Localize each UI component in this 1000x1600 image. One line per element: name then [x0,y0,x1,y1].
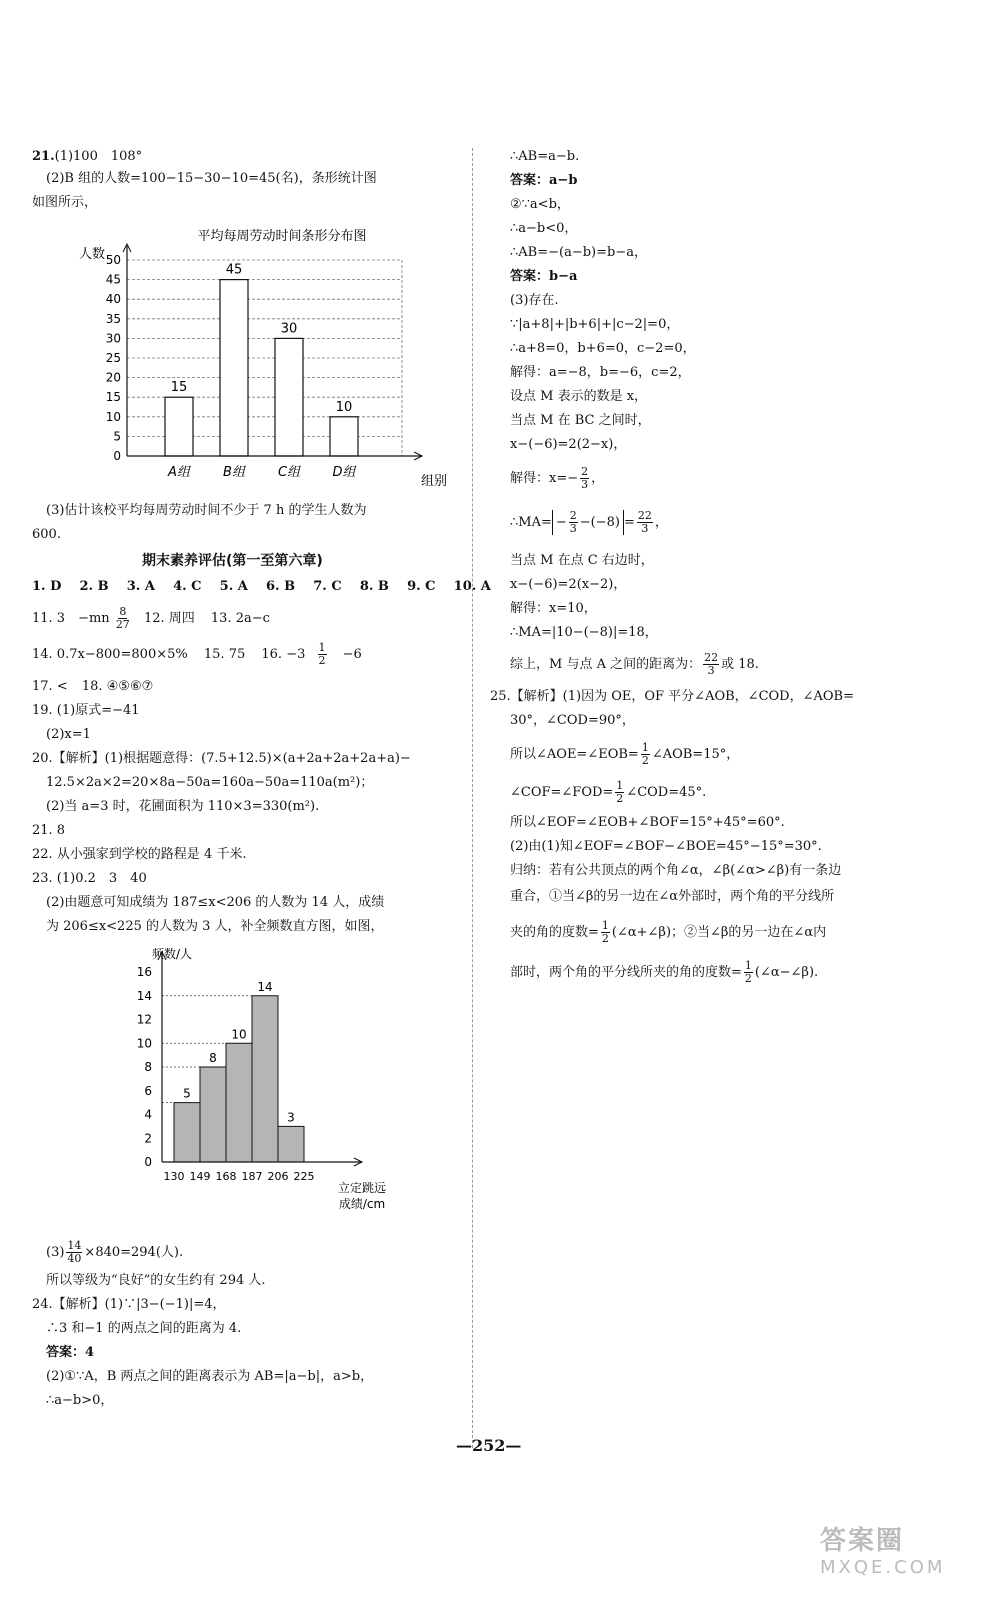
chart1-data-label: 10 [335,399,353,415]
chart2-bar [174,1103,200,1162]
r-line-18: 解得：x=10， [510,601,597,616]
ans-23-1: 23. (1)0.2 3 40 [32,871,147,886]
chart1-ytick: 15 [105,390,121,405]
ans-18: 18. ④⑤⑥⑦ [81,679,154,694]
r-line-4: ∴a−b<0， [510,221,578,236]
ans-19-1: 19. (1)原式=−41 [32,703,140,718]
chart2-bar [200,1067,226,1162]
chart2-data-label: 10 [231,1027,247,1042]
r-line-5: ∴AB=−(a−b)=b−a， [510,245,647,260]
r-line-19: ∴MA=|10−(−8)|=18， [510,625,658,640]
r-line-10: 解得：a=−8，b=−6，c=2， [510,365,691,380]
ans-24-line5: ∴a−b>0， [46,1393,114,1408]
chart2-bar [252,996,278,1162]
chart2-ytick: 8 [144,1060,152,1074]
chart1-category-label: D组 [332,465,356,480]
ans-24-answer: 答案：4 [46,1345,95,1360]
ans-23-3-line2: 所以等级为“良好”的女生约有 294 人. [46,1273,266,1288]
chart2-edge-label: 168 [215,1170,237,1183]
r-line-11: 设点 M 表示的数是 x， [510,389,648,404]
section-title: 期末素养评估(第一至第六章) [142,553,323,569]
r-line-20: 综上，M 与点 A 之间的距离为： $\frac{22}{3}$ 或 18. [510,651,759,677]
chart2-bar [226,1043,252,1162]
r-line-21: 25.【解析】(1)因为 OE，OF 平分∠AOB，∠COD，∠AOB= [490,689,854,704]
answers-row-4 [32,678,153,696]
chart2-ytick: 10 [136,1036,152,1051]
r-line-15: ∴MA= − $\frac{2}{3}$ −(−8) = $\frac{22}{3}$ ， [510,509,668,535]
q21-part2-line2: 如图所示， [32,195,98,210]
chart2-ytick: 12 [136,1012,152,1027]
r-line-30: 部时，两个角的平分线所夹的角的度数= $\frac{1}{2}$ (∠α−∠β). [510,959,819,985]
chart2-edge-label: 225 [293,1170,315,1183]
r-line-13: x−(−6)=2(2−x)， [510,437,627,452]
chart2-ytick: 6 [144,1083,152,1098]
r-line-12: 当点 M 在 BC 之间时， [510,413,651,428]
ans-14: 14. 0.7x−800=800×5% [32,647,188,662]
ans-24-line1: 24.【解析】(1)∵|3−(−1)|=4， [32,1297,226,1312]
chart2-ytick: 4 [144,1107,152,1122]
chart1-bar [330,417,358,456]
ans-23-3: (3) $\frac{14}{40}$ ×840=294(人). [46,1239,184,1265]
ans-4: 4. C [173,579,202,594]
ans-12: 12. 周四 [143,611,195,626]
chart2-data-label: 3 [287,1110,295,1125]
chart2-ytick: 16 [136,965,152,979]
r-line-3: ②∵a<b， [510,197,570,212]
ans-7: 7. C [313,579,342,594]
chart1-ytick: 30 [105,331,121,346]
ans-6: 6. B [266,579,296,594]
chart2-edge-label: 187 [241,1170,263,1183]
page-number: —252— [456,1436,522,1455]
chart1-data-label: 45 [225,262,243,278]
chart2-xlabel-1: 立定跳远 [337,1181,387,1195]
answers-row-3 [32,642,362,667]
r-line-22: 30°，∠COD=90°， [510,713,635,728]
chart1-data-label: 15 [170,380,188,396]
chart1-bar [220,280,248,456]
chart1-ytick: 40 [105,292,121,307]
column-divider [472,148,473,1448]
r-line-24: ∠COF=∠FOD= $\frac{1}{2}$ ∠COD=45°. [510,779,707,805]
r-line-29: 夹的角的度数= $\frac{1}{2}$ (∠α+∠β)；②当∠β的另一边在∠α内 [510,919,827,945]
ans-10: 10. A [453,579,491,594]
ans-16-tail: −6 [342,647,362,662]
chart2-edge-label: 130 [163,1170,185,1183]
ans-24-line2: ∴3 和−1 的两点之间的距离为 4. [46,1321,242,1336]
ans-19-2: (2)x=1 [46,727,91,742]
chart1-ytick: 5 [113,429,121,444]
r-line-8: ∵|a+8|+|b+6|+|c−2|=0， [510,317,680,332]
ans-23-2-line1: (2)由题意可知成绩为 187≤x<206 的人数为 14 人，成绩 [46,895,385,910]
chart2-edge-label: 149 [189,1170,211,1183]
labor-time-bar-chart [72,220,472,490]
r-line-6: 答案：b−a [510,269,578,284]
watermark-logo: 答案圈 MXQE.COM [820,1526,946,1578]
chart1-bar [275,338,303,456]
q21-part3-line2: 600. [32,527,61,542]
ans-15: 15. 75 [203,647,246,662]
r-line-25: 所以∠EOF=∠EOB+∠BOF=15°+45°=60°. [510,815,785,830]
ans-22: 22. 从小强家到学校的路程是 4 千米. [32,847,247,862]
ans-21b: 21. 8 [32,823,66,838]
chart1-title: 平均每周劳动时间条形分布图 [197,229,367,244]
chart2-xlabel-2: 成绩/cm [338,1197,386,1211]
r-line-16: 当点 M 在点 C 右边时， [510,553,654,568]
chart1-ytick: 50 [105,253,121,267]
r-line-1: ∴AB=a−b. [510,149,580,164]
answers-row-2 [32,606,270,631]
ans-8: 8. B [359,579,389,594]
chart1-category-label: B组 [223,465,245,480]
chart1-bar [165,397,193,456]
chart2-edge-label: 206 [267,1170,289,1183]
chart1-category-label: C组 [277,465,301,480]
chart2-ytick: 2 [144,1131,152,1146]
r-line-27: 归纳：若有公共顶点的两个角∠α，∠β(∠α>∠β)有一条边 [510,863,842,878]
ans-16-fraction: $\frac{1}{2}$ [318,641,326,667]
ans-11: 11. 3 −mn [32,611,110,626]
chart2-ylabel: 频数/人 [151,947,193,961]
q21-part3-line1: (3)估计该校平均每周劳动时间不少于 7 h 的学生人数为 [46,503,367,518]
chart1-ytick: 35 [105,311,121,326]
r-line-7: (3)存在. [510,293,559,308]
chart1-ytick: 20 [105,370,121,385]
ans-1: 1. D [32,579,62,594]
chart1-xlabel: 组别 [420,474,448,489]
chart1-category-label: A组 [168,465,190,480]
ans-17: 17. < [32,679,68,694]
ans-16: 16. −3 [261,647,306,662]
chart1-ytick: 0 [113,449,121,463]
answers-row-1 [32,578,491,596]
r-line-17: x−(−6)=2(x−2)， [510,577,627,592]
r-line-28: 重合，①当∠β的另一边在∠α外部时，两个角的平分线所 [510,889,835,904]
chart1-ytick: 25 [105,351,121,365]
q21-part1: 21.(1)100 108° [32,149,143,164]
r-line-26: (2)由(1)知∠EOF=∠BOF−∠BOE=45°−15°=30°. [510,839,822,854]
ans-23-2-line2: 为 206≤x<225 的人数为 3 人，补全频数直方图，如图， [46,919,384,934]
ans-24-line4: (2)①∵A，B 两点之间的距离表示为 AB=|a−b|，a>b， [46,1369,374,1384]
chart2-bar [278,1126,304,1162]
ans-9: 9. C [407,579,436,594]
long-jump-histogram [102,942,482,1212]
ans-20-line1: 20.【解析】(1)根据题意得：(7.5+12.5)×(a+2a+2a+2a+a)− [32,751,411,766]
chart2-ytick: 14 [136,988,152,1003]
chart2-ytick: 0 [144,1155,152,1169]
q21-part2-line1: (2)B 组的人数=100−15−30−10=45(名)，条形统计图 [46,171,377,186]
chart1-ytick: 10 [105,409,121,424]
ans-5: 5. A [219,579,248,594]
ans-20-line2: 12.5×2a×2=20×8a−50a=160a−50a=110a(m²)； [46,775,374,790]
chart2-data-label: 5 [183,1086,191,1101]
chart2-data-label: 14 [257,979,273,994]
ans-3: 3. A [126,579,155,594]
r-line-2: 答案：a−b [510,173,578,188]
r-line-9: ∴a+8=0，b+6=0，c−2=0， [510,341,696,356]
r-line-14: 解得：x=− $\frac{2}{3}$ ， [510,465,605,491]
chart1-data-label: 30 [280,321,298,337]
chart1-ylabel: 人数 [78,247,106,262]
ans-11-fraction: $\frac{8}{27}$ [115,605,130,631]
r-line-23: 所以∠AOE=∠EOB= $\frac{1}{2}$ ∠AOB=15°， [510,741,740,767]
ans-2: 2. B [79,579,109,594]
ans-13: 13. 2a−c [210,611,270,626]
chart1-ytick: 45 [105,272,121,287]
chart2-data-label: 8 [209,1051,217,1065]
ans-20-line3: (2)当 a=3 时，花圃面积为 110×3=330(m²). [46,799,320,814]
